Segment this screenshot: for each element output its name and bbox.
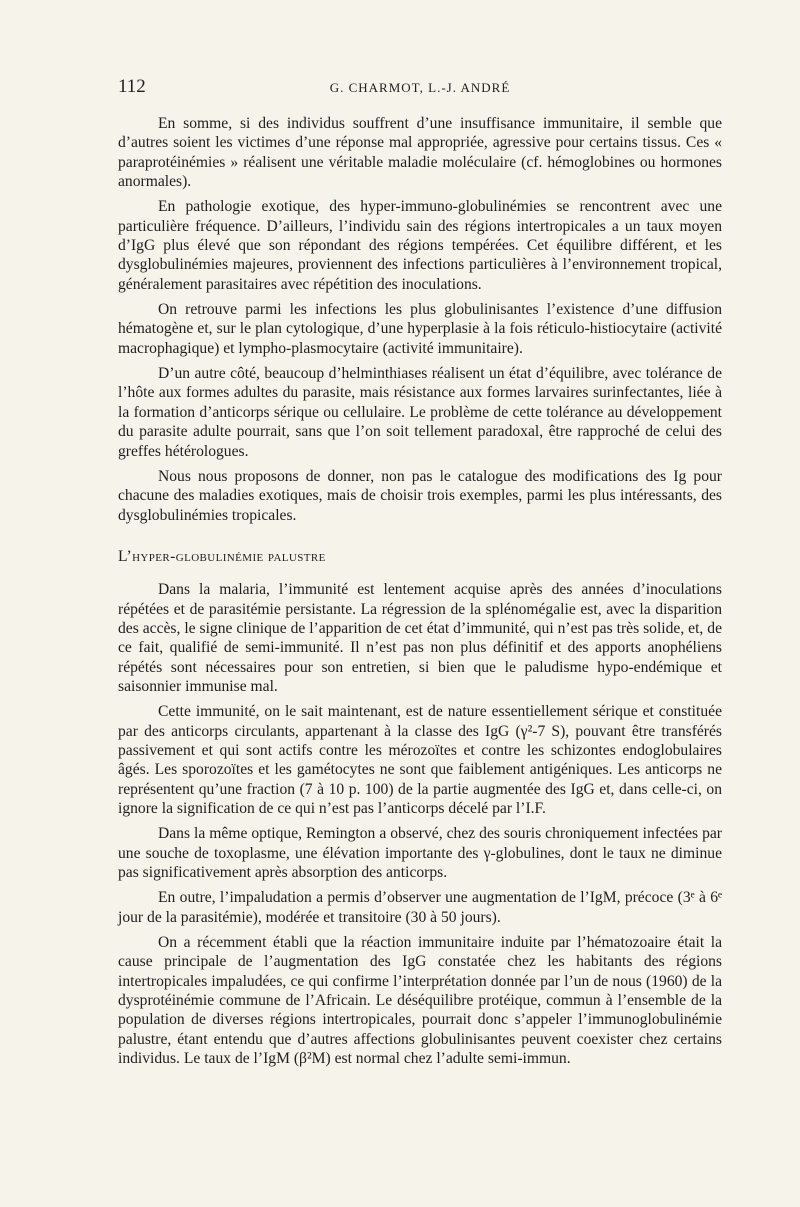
paragraph: En outre, l’impaludation a permis d’observer une augmentation de l’IgM, précoce (3ᵉ à 6ᵉ jour de la parasitémie), modérée et transitoire (30 à 50 jours). — [118, 889, 722, 926]
paragraph: En somme, si des individus souffrent d’une insuffisance immunitaire, il semble que d’autres soient les victimes d’une réponse mal appropriée, agressive pour certains tissus. Ces « paraprotéinémies » réalisent une véritable maladie moléculaire (cf. hémoglobines ou hormones anormales). — [118, 115, 722, 191]
paragraph: On retrouve parmi les infections les plus globulinisantes l’existence d’une diffusion hématogène et, sur le plan cytologique, d’une hyperplasie à la fois réticulo-histiocytaire (activité macrophagique) et lympho-plasmocytaire (activité immunitaire). — [118, 301, 722, 357]
paragraph: D’un autre côté, beaucoup d’helminthiases réalisent un état d’équilibre, avec tolérance de l’hôte aux formes adultes du parasite, mais résistance aux formes larvaires surinfectantes, liée à la formation d’anticorps sérique ou cellulaire. Le problème de cette tolérance au développement du parasite adulte pourrait, sans que l’on soit tellement paradoxal, être rapproché de celui des greffes hétérologues. — [118, 365, 722, 460]
paragraph: On a récemment établi que la réaction immunitaire induite par l’hématozoaire était la cause principale de l’augmentation des IgG constatée chez les habitants des régions intertropicales impaludées, ce qui confirme l’interprétation donnée par l’un de nous (1960) de la dysprotéinémie commune de l’Africain. Le déséquilibre protéique, commun à l’ensemble de la population de diverses régions intertropicales, pourrait donc s’appeler l’immunoglobulinémie palustre, étant entendu que d’autres affections globulinisantes peuvent coexister chez certains individus. Le taux de l’IgM (β²M) est normal chez l’adulte semi-immun. — [118, 934, 722, 1068]
paragraph: Dans la même optique, Remington a observé, chez des souris chroniquement infectées par une souche de toxoplasme, une élévation importante des γ-globulines, dont le taux ne diminue pas significativement après absorption des anticorps. — [118, 825, 722, 882]
paragraph: En pathologie exotique, des hyper-immuno-globulinémies se rencontrent avec une particulière fréquence. D’ailleurs, l’individu sain des régions intertropicales a un taux moyen d’IgG plus élevé que son répondant des régions tempérées. Cet équilibre différent, et les dysglobulinémies majeures, proviennent des infections particulières à l’environnement tropical, généralement parasitaires avec répétition des inoculations. — [118, 198, 722, 293]
paragraph: Nous nous proposons de donner, non pas le catalogue des modifications des Ig pour chacune des maladies exotiques, mais de choisir trois exemples, parmi les plus intéressants, des dysglobulinémies tropicales. — [118, 467, 722, 524]
article-body — [118, 114, 722, 1074]
section-heading: L’hyper-globulinémie palustre — [118, 547, 326, 565]
paragraph: Dans la malaria, l’immunité est lentement acquise après des années d’inoculations répétées et de parasitémie persistante. La régression de la splénomégalie est, avec la disparition des accès, le signe clinique de l’apparition de cet état d’immunité, qui n’est pas très solide, et, de ce fait, qualifié de semi-immunité. Il n’est pas non plus définitif et des apports anophéliens répétés sont nécessaires pour son entretien, si bien que le paludisme hypo-endémique et saisonnier immunise mal. — [118, 581, 722, 695]
running-head: G. CHARMOT, L.-J. ANDRÉ — [329, 80, 511, 95]
page-header — [118, 76, 722, 100]
paragraph: Cette immunité, on le sait maintenant, est de nature essentiellement sérique et constituée par des anticorps circulants, appartenant à la classe des IgG (γ²-7 S), pouvant être transférés passivement et qui sont actifs contre les mérozoïtes et contre les schizontes endoglobulaires âgés. Les sporozoïtes et les gamétocytes ne sont que faiblement antigéniques. Les anticorps ne représentent qu’une fraction (7 à 10 p. 100) de la partie augmentée des IgG et, dans celle-ci, on ignore la signification de ce qui n’est pas l’anticorps décelé par l’I.F. — [118, 703, 722, 817]
page-number: 112 — [118, 76, 146, 97]
